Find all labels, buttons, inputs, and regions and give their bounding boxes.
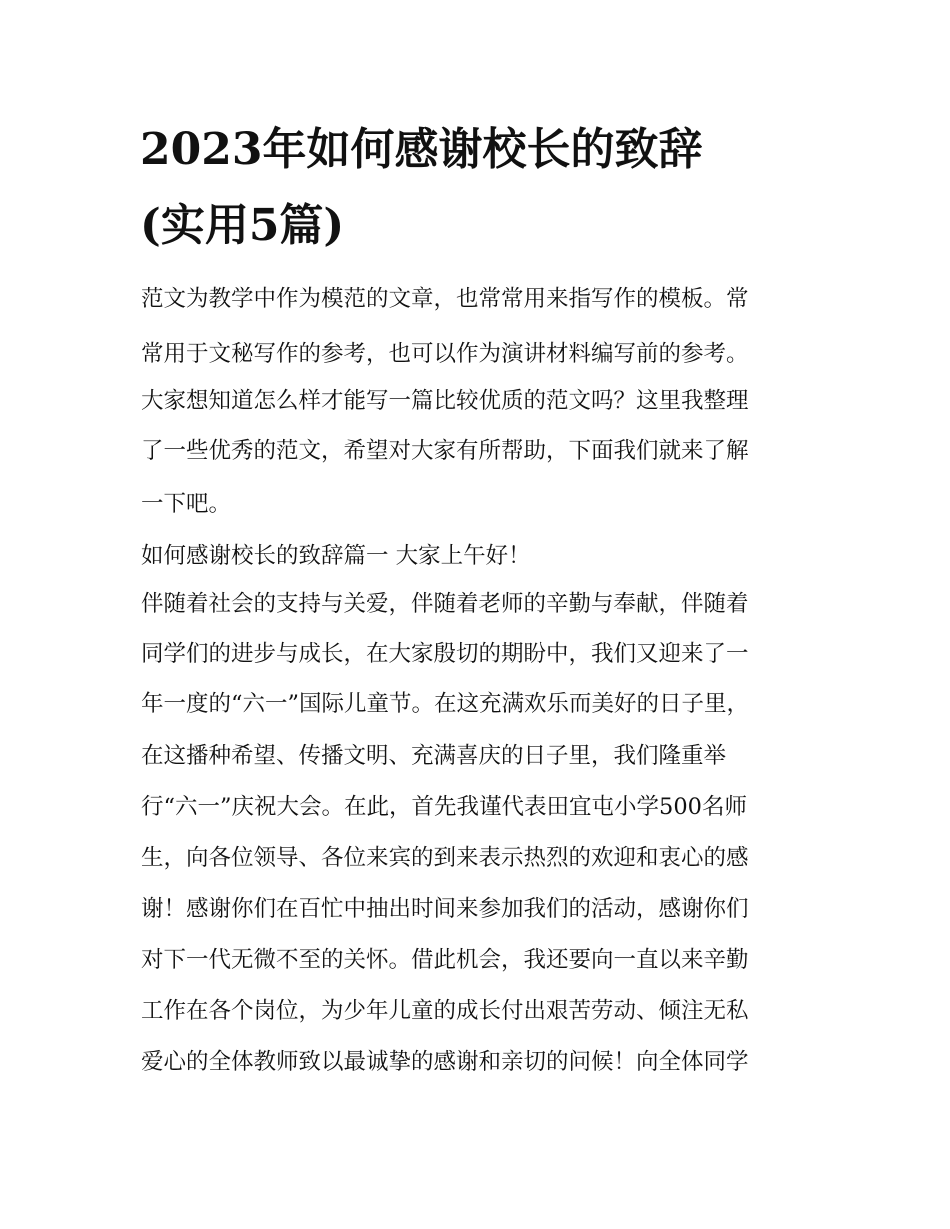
body-text-line: 了一些优秀的范文，希望对大家有所帮助，下面我们就来了解 (141, 438, 749, 464)
body-text-line: 常用于文秘写作的参考，也可以作为演讲材料编写前的参考。 (141, 341, 749, 367)
body-text-line: 工作在各个岗位，为少年儿童的成长付出艰苦劳动、倾注无私 (141, 998, 749, 1024)
body-text-line: 在这播种希望、传播文明、充满喜庆的日子里，我们隆重举 (141, 743, 727, 769)
body-text-line: 谢！感谢你们在百忙中抽出时间来参加我们的活动，感谢你们 (141, 896, 749, 922)
body-text-line: 生，向各位领导、各位来宾的到来表示热烈的欢迎和衷心的感 (141, 845, 749, 871)
document-title-line-2: (实用5篇) (140, 200, 345, 251)
body-text-line: 对下一代无微不至的关怀。借此机会，我还要向一直以来辛勤 (141, 947, 749, 973)
body-text-line: 大家想知道怎么样才能写一篇比较优质的范文吗？这里我整理 (141, 388, 749, 414)
body-text-line: 行“六一”庆祝大会。在此，首先我谨代表田宜屯小学500名师 (141, 794, 747, 820)
section-heading-line: 如何感谢校长的致辞篇一 大家上午好！ (141, 543, 531, 569)
body-text-line: 同学们的进步与成长，在大家殷切的期盼中，我们又迎来了一 (141, 641, 749, 667)
body-text-line: 伴随着社会的支持与关爱，伴随着老师的辛勤与奉献，伴随着 (141, 591, 749, 617)
body-text-line: 爱心的全体教师致以最诚挚的感谢和亲切的问候！向全体同学 (141, 1049, 749, 1075)
body-text-line: 年一度的“六一”国际儿童节。在这充满欢乐而美好的日子里， (141, 691, 750, 717)
body-text-line: 一下吧。 (141, 491, 232, 517)
document-title-line-1: 2023年如何感谢校长的致辞 (140, 124, 703, 175)
body-text-line: 范文为教学中作为模范的文章，也常常用来指写作的模板。常 (141, 286, 749, 312)
